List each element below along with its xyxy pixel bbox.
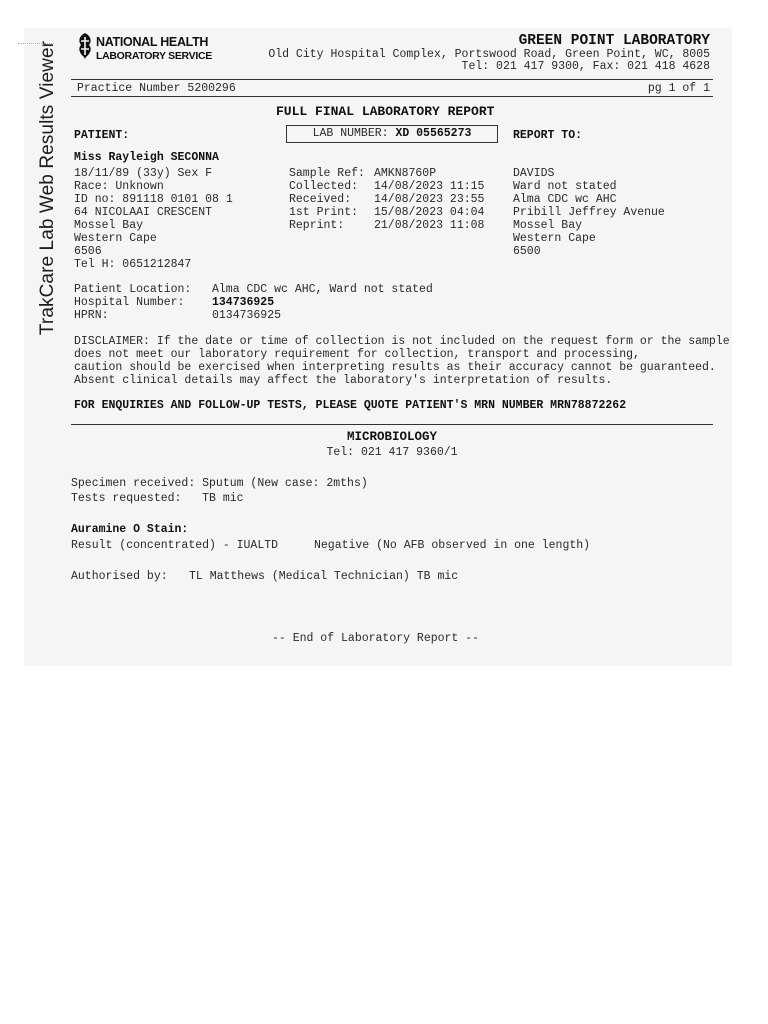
tests-requested: Tests requested: TB mic xyxy=(71,492,244,505)
first-print-label: 1st Print: xyxy=(289,206,359,219)
report-to-street: Pribill Jeffrey Avenue xyxy=(513,206,665,219)
nhls-emblem-icon xyxy=(76,32,94,60)
report-title: FULL FINAL LABORATORY REPORT xyxy=(276,104,495,119)
patient-postcode: 6506 xyxy=(74,245,102,258)
lab-number-label: LAB NUMBER: xyxy=(312,127,389,140)
reprint-value: 21/08/2023 11:08 xyxy=(374,219,485,232)
hospital-number-value: 134736925 xyxy=(212,296,275,309)
location-labels xyxy=(74,283,191,322)
received-value: 14/08/2023 23:55 xyxy=(374,193,485,206)
report-to-ward: Ward not stated xyxy=(513,180,617,193)
disclaimer-line: DISCLAIMER: If the date or time of collection is not included on the request form or the sample xyxy=(74,335,730,348)
lab-number-value: XD 05565273 xyxy=(395,127,472,140)
viewer-title: TrakCare Lab Web Results Viewer xyxy=(37,40,58,336)
disclaimer-line: caution should be exercised when interpreting results as their accuracy cannot be guaranteed. xyxy=(74,361,716,374)
lab-address: Old City Hospital Complex, Portswood Road, Green Point, WC, 8005 xyxy=(268,48,710,61)
first-print-value: 15/08/2023 04:04 xyxy=(374,206,485,219)
stain-result-value: Negative (No AFB observed in one length) xyxy=(314,539,591,552)
end-of-report: -- End of Laboratory Report -- xyxy=(272,632,480,645)
nhls-logo xyxy=(76,32,226,64)
patient-location-value: Alma CDC wc AHC, Ward not stated xyxy=(212,283,433,296)
section-title: MICROBIOLOGY xyxy=(346,430,437,444)
sample-labels xyxy=(289,167,365,232)
patient-name: Miss Rayleigh SECONNA xyxy=(74,151,219,164)
patient-town: Mossel Bay xyxy=(74,219,144,232)
practice-number: Practice Number 5200296 xyxy=(77,82,236,95)
enquiries-notice: FOR ENQUIRIES AND FOLLOW-UP TESTS, PLEASE QUOTE PATIENT'S MRN NUMBER MRN78872262 xyxy=(74,399,627,412)
practice-divider xyxy=(71,96,713,97)
patient-race: Race: Unknown xyxy=(74,180,164,193)
page-number: pg 1 of 1 xyxy=(647,82,710,95)
disclaimer xyxy=(74,335,730,387)
sample-ref-value: AMKN8760P xyxy=(374,167,437,180)
report-to-details xyxy=(513,167,665,258)
reprint-label: Reprint: xyxy=(289,219,345,232)
report-to-doctor: DAVIDS xyxy=(513,167,555,180)
lab-contact: Tel: 021 417 9300, Fax: 021 418 4628 xyxy=(461,60,710,73)
patient-street: 64 NICOLAAI CRESCENT xyxy=(74,206,213,219)
lab-number-box xyxy=(286,125,498,143)
disclaimer-line: Absent clinical details may affect the laboratory's interpretation of results. xyxy=(74,374,613,387)
location-values xyxy=(212,283,433,322)
section-tel: Tel: 021 417 9360/1 xyxy=(326,446,458,459)
section-divider xyxy=(71,424,713,425)
header-divider xyxy=(71,79,713,80)
disclaimer-line: does not meet our laboratory requirement for collection, transport and processing, xyxy=(74,348,640,361)
patient-phone: Tel H: 0651212847 xyxy=(74,258,192,271)
hospital-number-label: Hospital Number: xyxy=(74,296,185,309)
hprn-value: 0134736925 xyxy=(212,309,282,322)
patient-province: Western Cape xyxy=(74,232,157,245)
patient-location-label: Patient Location: xyxy=(74,283,192,296)
specimen-received: Specimen received: Sputum (New case: 2mths) xyxy=(71,477,368,490)
stain-result-label: Result (concentrated) - IUALTD xyxy=(71,539,279,552)
patient-details xyxy=(74,167,233,271)
report-to-heading: REPORT TO: xyxy=(513,129,583,142)
authorised-label: Authorised by: xyxy=(71,570,168,583)
patient-heading: PATIENT: xyxy=(74,129,130,142)
logo-line-2: LABORATORY SERVICE xyxy=(96,50,212,62)
collected-label: Collected: xyxy=(289,180,359,193)
report-to-facility: Alma CDC wc AHC xyxy=(513,193,617,206)
received-label: Received: xyxy=(289,193,352,206)
logo-line-1: NATIONAL HEALTH xyxy=(96,35,209,49)
report-to-town: Mossel Bay xyxy=(513,219,583,232)
sample-values xyxy=(374,167,484,232)
report-to-province: Western Cape xyxy=(513,232,596,245)
collected-value: 14/08/2023 11:15 xyxy=(374,180,485,193)
report-to-postcode: 6500 xyxy=(513,245,541,258)
patient-dob-sex: 18/11/89 (33y) Sex F xyxy=(74,167,213,180)
authorised-value: TL Matthews (Medical Technician) TB mic xyxy=(189,570,459,583)
patient-id: ID no: 891118 0101 08 1 xyxy=(74,193,233,206)
hprn-label: HPRN: xyxy=(74,309,109,322)
stain-heading: Auramine O Stain: xyxy=(71,523,189,536)
sample-ref-label: Sample Ref: xyxy=(289,167,365,180)
lab-name: GREEN POINT LABORATORY xyxy=(518,33,710,49)
